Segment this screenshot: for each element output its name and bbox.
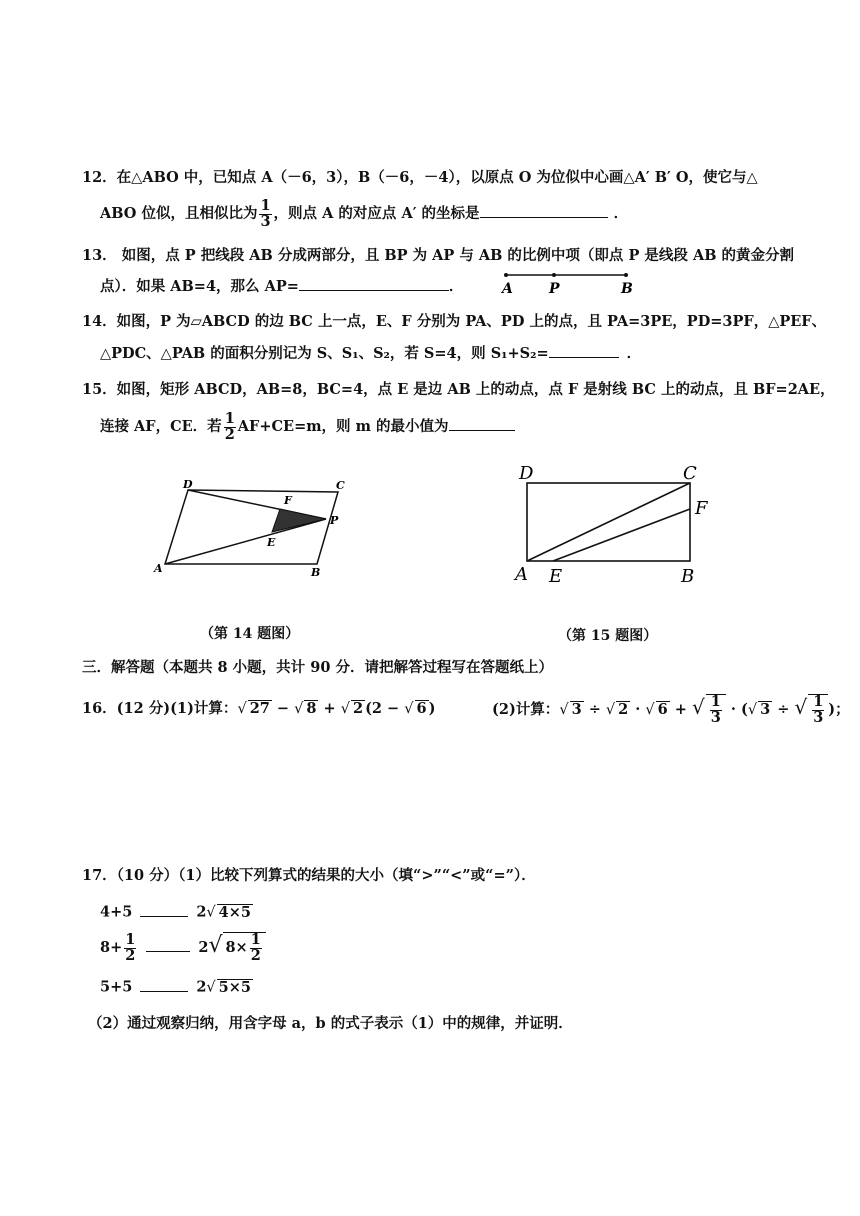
- q12-fraction: [259, 199, 271, 229]
- q17-part2: （2）通过观察归纳，用含字母 a，b 的式子表示（1）中的规律，并证明．: [88, 1015, 573, 1032]
- row2-radicand: [223, 932, 265, 963]
- q14-text: △PDC、△PAB 的面积分别记为 S、S₁、S₂，若 S=4，则 S₁+S₂=: [100, 345, 549, 362]
- q14-line1: 14．如图，P 为▱ABCD 的边 BC 上一点，E、F 分别为 PA、PD 上的点，且 PA=3PE，PD=3PF，△PEF、: [82, 313, 827, 330]
- fig15-rectangle: [505, 458, 735, 593]
- label-f: F: [695, 498, 708, 519]
- point-b-dot: [624, 273, 628, 277]
- radicand-8: 8: [306, 700, 317, 717]
- segment-ac: [527, 483, 690, 561]
- q16-part1: [82, 697, 435, 718]
- q12-frac-denominator: 3: [260, 212, 271, 230]
- radicand-2: 2: [352, 700, 364, 717]
- q13-end: ．: [448, 278, 464, 295]
- q15-line2: [100, 412, 515, 442]
- q12-answer-blank: [480, 203, 608, 219]
- row2-frac-numerator: 1: [125, 931, 136, 948]
- label-b: B: [621, 281, 633, 297]
- q13-answer-blank: [299, 276, 449, 292]
- label-d: D: [519, 463, 534, 484]
- row3-coef: 2: [196, 978, 207, 996]
- section3-heading: 三．解答题（本题共 8 小题，共计 90 分．请把解答过程写在答题纸上）: [82, 659, 553, 676]
- fraction-2: [812, 695, 824, 725]
- q15-frac-numerator: 1: [224, 410, 235, 427]
- label-a: A: [154, 562, 163, 575]
- close-paren: )；: [828, 701, 850, 718]
- q15-text-a: 连接 AF，CE．若: [100, 418, 222, 435]
- row3-left: 5+5: [100, 978, 133, 996]
- q17-row2: [100, 932, 266, 963]
- row2-rad-frac-numerator: 1: [250, 931, 261, 948]
- q15-frac-denominator: 2: [224, 425, 235, 443]
- sqrt-icon: √: [645, 702, 655, 718]
- sqrt-icon: √: [340, 701, 350, 717]
- row2-radicand-text: 8×: [225, 939, 248, 956]
- row2-left: 8+: [100, 939, 123, 956]
- label-e: E: [549, 566, 563, 587]
- radicand-6: 6: [416, 700, 427, 717]
- q17-row1: [100, 901, 253, 921]
- row1-blank: [140, 901, 188, 917]
- row2-coef: 2: [198, 939, 209, 956]
- q12-frac-numerator: 1: [260, 197, 271, 214]
- label-c: C: [683, 463, 697, 484]
- label-a: A: [515, 564, 528, 585]
- row1-radicand: 4×5: [218, 903, 251, 921]
- label-b: B: [311, 566, 321, 579]
- q16-label: 16．(12 分)(1)计算：: [82, 700, 238, 717]
- sqrt-icon: √: [208, 933, 223, 958]
- fig15-caption: （第 15 题图）: [558, 628, 658, 644]
- q15-text-b: AF+CE=m，则 m 的最小值为: [237, 418, 449, 435]
- segment-ap: [165, 519, 326, 564]
- label-c: C: [336, 479, 345, 492]
- label-d: D: [183, 478, 193, 491]
- paren-close: ): [428, 700, 436, 717]
- radicand-27: 27: [249, 700, 270, 717]
- fig14-caption: （第 14 题图）: [200, 626, 300, 642]
- sqrt-icon: √: [237, 701, 247, 717]
- point-a-dot: [504, 273, 508, 277]
- row2-fraction: [124, 933, 136, 963]
- op-plus: +: [318, 700, 341, 717]
- q12-line1: 12．在△ABO 中，已知点 A（－6，3），B（－6，－4），以原点 O 为位似中心画△A′ B′ O，使它与△: [82, 169, 758, 186]
- row2-rad-frac-denominator: 2: [250, 946, 261, 964]
- sqrt-icon: √: [206, 979, 216, 996]
- frac-numerator: 1: [710, 693, 721, 710]
- op-dot: ·: [630, 701, 646, 718]
- q12-end: ．: [613, 205, 629, 222]
- q13-text: 点）．如果 AB=4，那么 AP=: [100, 278, 299, 295]
- q17-row3: [100, 976, 253, 996]
- radicand-6b: 6: [657, 701, 668, 718]
- label-p: P: [330, 514, 339, 527]
- q14-answer-blank: [549, 343, 619, 359]
- sqrt-icon: √: [747, 702, 758, 718]
- op-minus: −: [271, 700, 295, 717]
- q12-text-b: ，则点 A 的对应点 A′ 的坐标是: [273, 205, 480, 222]
- sqrt-icon: √: [692, 695, 705, 719]
- label-p: P: [549, 281, 560, 297]
- point-p-dot: [552, 273, 556, 277]
- row2-rad-fraction: [250, 933, 262, 963]
- frac-denominator: 3: [710, 708, 721, 726]
- row3-blank: [140, 976, 188, 992]
- sqrt-fraction: [706, 694, 726, 725]
- op-divide: ÷: [772, 701, 795, 718]
- row1-coef: 2: [196, 903, 207, 921]
- q16-part2-label: (2)计算：: [492, 701, 560, 718]
- label-b: B: [681, 566, 695, 587]
- frac2-denominator: 3: [813, 708, 824, 726]
- label-e: E: [267, 536, 276, 549]
- q12-text-a: ABO 位似，且相似比为: [100, 205, 258, 222]
- q14-line2: [100, 342, 641, 363]
- q13-line1: 13． 如图，点 P 把线段 AB 分成两部分，且 BP 为 AP 与 AB 的比例中项（即点 P 是线段 AB 的黄金分割: [82, 247, 795, 264]
- radicand-2b: 2: [618, 701, 629, 718]
- sqrt-icon: √: [206, 904, 216, 921]
- q14-end: ．: [626, 345, 642, 362]
- segment-ef: [553, 509, 690, 561]
- sqrt-icon: √: [605, 702, 616, 718]
- q15-fraction: [224, 412, 236, 442]
- sqrt-fraction-2: [808, 694, 828, 725]
- row1-left: 4+5: [100, 903, 133, 921]
- frac2-numerator: 1: [813, 693, 824, 710]
- q13-line2: [100, 275, 463, 296]
- label-a: A: [502, 281, 513, 297]
- row2-blank: [146, 937, 190, 953]
- radicand-3b: 3: [760, 701, 771, 718]
- sqrt-icon: √: [404, 701, 414, 717]
- q15-line1: 15．如图，矩形 ABCD，AB=8，BC=4，点 E 是边 AB 上的动点，点 F 是射线 BC 上的动点，且 BF=2AE，: [82, 381, 835, 398]
- q12-line2: [100, 199, 628, 229]
- sqrt-icon: √: [294, 701, 304, 717]
- label-f: F: [284, 494, 292, 507]
- row3-radicand: 5×5: [218, 978, 251, 996]
- row2-frac-denominator: 2: [125, 946, 136, 964]
- q15-answer-blank: [449, 416, 515, 432]
- paren-open: (2 −: [365, 700, 405, 717]
- sqrt-icon: √: [559, 702, 569, 718]
- q17-line1: 17．（10 分）（1）比较下列算式的结果的大小（填“>”“<”或“=”）．: [82, 867, 536, 884]
- parallelogram-abcd: [165, 490, 338, 564]
- op-plus: +: [669, 701, 692, 718]
- fraction: [710, 695, 722, 725]
- op-divide: ÷: [583, 701, 606, 718]
- triangle-pef-shaded: [272, 509, 326, 532]
- fig14-parallelogram: [150, 475, 360, 585]
- q13-segment-figure: [496, 268, 636, 298]
- sqrt-icon: √: [794, 695, 808, 719]
- q16-part2: [492, 694, 850, 725]
- op-dot-paren: · (: [725, 701, 748, 718]
- radicand-3: 3: [571, 701, 582, 718]
